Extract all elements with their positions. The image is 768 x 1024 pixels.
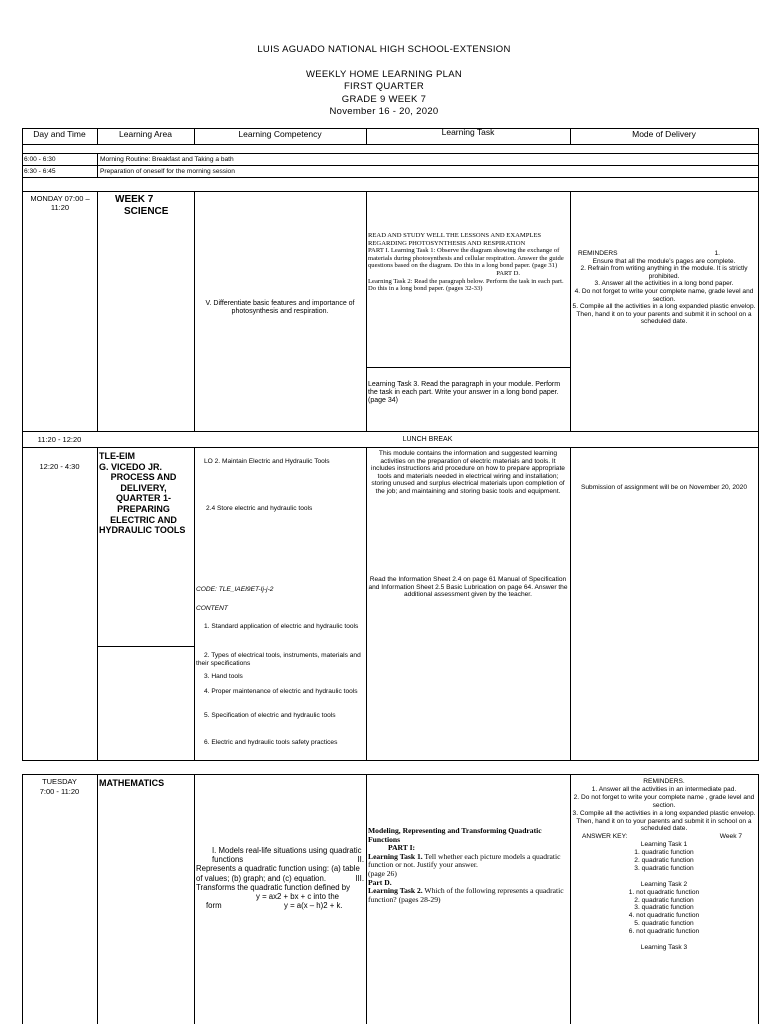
column-header-day-time: Day and Time [33, 129, 86, 139]
tle-area-line: HYDRAULIC TOOLS [99, 525, 186, 536]
tuesday-competency [196, 846, 364, 910]
monday-task-heading: READ AND STUDY WELL THE LESSONS AND EXAMPLES REGARDING PHOTOSYNTHESIS AND RESPIRATION [368, 232, 542, 247]
tle-content-item: 4. Proper maintenance of electric and hydraulic tools [204, 688, 358, 695]
tle-time: 12:20 - 4:30 [39, 462, 80, 471]
routine-time: 6:30 - 6:45 [24, 168, 56, 175]
tle-area-line: G. VICEDO JR. [99, 461, 163, 472]
tuesday-learning-area: MATHEMATICS [99, 778, 165, 788]
tle-area-line: PREPARING [117, 503, 170, 514]
tle-area-line: ELECTRIC AND [110, 514, 177, 525]
tle-area-line: QUARTER 1- [115, 493, 171, 504]
routine-activity: Morning Routine: Breakfast and Taking a bath [100, 156, 234, 163]
competency-2-num: II. [357, 855, 364, 865]
tuesday-delivery [572, 778, 756, 952]
reminders-title: REMINDERS [578, 250, 618, 257]
tuesday-task [368, 827, 568, 904]
reminder-item: 4. Do not forget to write your complete name, grade level and section. [574, 287, 754, 303]
lt1-answer: 1. quadratic function [634, 849, 694, 857]
competency-2: Represents a quadratic function using: (a) table of values; (b) graph; and (c) equation. [196, 864, 360, 883]
tle-area-line: PROCESS AND [110, 472, 177, 483]
monday-day-time: MONDAY 07:00 – 11:20 [30, 194, 90, 212]
monday-task-3: Learning Task 3. Read the paragraph in your module. Perform the task in each part. Write your answer in a long bond paper. (page 34) [368, 381, 561, 404]
column-header-mode-of-delivery: Mode of Delivery [632, 129, 696, 139]
tuesday-task-part: PART I: [388, 843, 416, 853]
tuesday-task-page: (page 26) [368, 868, 397, 878]
date-range: November 16 - 20, 2020 [329, 106, 439, 117]
lt2-answer: 4. not quadratic function [628, 912, 700, 920]
grade-week-label: GRADE 9 WEEK 7 [341, 94, 427, 105]
reminders-number: 1. [714, 250, 720, 257]
tle-content-item: 6. Electric and hydraulic tools safety practices [204, 739, 338, 746]
tle-lo24: 2.4 Store electric and hydraulic tools [206, 505, 313, 512]
lt3-title: Learning Task 3 [640, 944, 688, 951]
answer-key-week: Week 7 [719, 833, 742, 841]
reminder-item: 3. Answer all the activities in a long bond paper. [594, 280, 734, 288]
lt1-answer: 2. quadratic function [634, 857, 694, 865]
form-label: form [206, 901, 222, 911]
competency-1: I. Models real-life situations using quadratic functions [212, 846, 362, 865]
competency-3: Transforms the quadratic function defined by [196, 882, 350, 892]
monday-task-partd: PART D. [496, 269, 520, 277]
learning-task-2-label: Learning Task 2. [368, 886, 423, 896]
tle-content-item: 3. Hand tools [204, 673, 243, 680]
tuesday-reminders-title: REMINDERS. [643, 778, 685, 785]
lt2-title: Learning Task 2 [640, 880, 688, 888]
lunch-time: 11:20 - 12:20 [37, 435, 82, 444]
tle-learning-area [99, 451, 194, 536]
school-name: LUIS AGUADO NATIONAL HIGH SCHOOL-EXTENSION [257, 44, 511, 55]
equation-2: y = a(x – h)2 + k. [284, 901, 343, 911]
tuesday-task-partd: Part D. [368, 877, 392, 887]
tle-area-line: TLE-EIM [99, 451, 135, 461]
tle-task-intro: This module contains the information and suggested learning activities on the preparation of electric materials and tools. It includes instructions and procedure on how to prepare appropriate tools and materials needed in electrical wiring and installation; storing unused and surplus electrical materials upon completion of the job; and maintaining and storing basic tools and equipment. [371, 450, 565, 495]
lt1-answer: 3. quadratic function [634, 864, 694, 872]
learning-task-2-text: Which of the following represents a quadratic function? (pages 28-29) [368, 886, 564, 904]
answer-key-label: ANSWER KEY: [582, 833, 628, 841]
lt2-answer: 3. quadratic function [634, 904, 694, 912]
lt2-answer: 5. quadratic function [634, 920, 694, 928]
learning-task-1-label: Learning Task 1. [368, 851, 423, 861]
tuesday-reminder: 2. Do not forget to write your complete name , grade level and section. [573, 793, 755, 809]
lt2-answer: 6. not quadratic function [628, 928, 700, 936]
column-header-learning-task: Learning Task [441, 127, 495, 137]
tuesday-reminder: 3. Compile all the activities in a long expanded plastic envelop. Then, hand it on to your parents and submit it in school on a scheduled date. [572, 809, 756, 833]
monday-task-2: Learning Task 2: Read the paragraph below. Perform the task in each part. Do this in a long bond paper. (pages 32-33) [368, 277, 564, 293]
tuesday-task-heading: Modeling, Representing and Transforming Quadratic Functions [368, 826, 542, 844]
tle-content-label: CONTENT [196, 605, 228, 612]
equation-1: y = ax2 + bx + c into the [256, 892, 340, 902]
monday-week-label: WEEK 7 [115, 194, 154, 205]
tle-area-line: DELIVERY, [120, 482, 167, 493]
tle-content-item: 1. Standard application of electric and hydraulic tools [204, 623, 359, 630]
lt2-answer: 2. quadratic function [634, 896, 694, 904]
lt1-title: Learning Task 1 [640, 841, 688, 849]
quarter-label: FIRST QUARTER [343, 81, 425, 92]
tle-delivery: Submission of assignment will be on November 20, 2020 [580, 484, 748, 491]
reminder-item: Ensure that all the module’s pages are complete. [592, 257, 736, 265]
monday-task-part1: PART I. Learning Task 1: Observe the diagram showing the exchange of materials during photosynthesis and cellular respiration. Answer the guide questions based on the diagram. Do this in a long bond paper. (page 31) [368, 247, 564, 270]
monday-learning-area: SCIENCE [124, 206, 169, 217]
routine-time: 6:00 - 6:30 [24, 156, 56, 163]
learning-task-1-text: Tell whether each picture models a quadratic function or not. Justify your answer. [368, 851, 561, 870]
tuesday-day-time: TUESDAY 7:00 - 11:20 [39, 777, 80, 796]
lunch-break-label: LUNCH BREAK [402, 436, 453, 443]
reminder-item: 2. Refrain from writing anything in the module. It is strictly prohibited. [580, 265, 748, 280]
plan-title: WEEKLY HOME LEARNING PLAN [305, 69, 463, 80]
competency-3-num: III. [355, 873, 364, 883]
tle-task-read: Read the Information Sheet 2.4 on page 61 Manual of Specification and Information Sheet 2.5 Basic Lubrication on page 64. Answer the additional assessment given by the teacher. [368, 576, 568, 599]
tle-content-item: 2. Types of electrical tools, instruments, materials and their specifications [196, 652, 361, 667]
reminder-item: 5. Compile all the activities in a long expanded plastic envelop. Then, hand it on to your parents and submit it in school on a scheduled date. [572, 303, 756, 326]
routine-activity: Preparation of oneself for the morning session [100, 168, 235, 175]
monday-competency: V. Differentiate basic features and importance of photosynthesis and respiration. [205, 300, 355, 315]
tle-code: CODE: TLE_IAEI9ET-Ij-j-2 [196, 586, 274, 593]
monday-reminders [572, 250, 756, 326]
column-header-learning-competency: Learning Competency [238, 129, 322, 139]
column-header-learning-area: Learning Area [119, 129, 172, 139]
lt2-answer: 1. not quadratic function [628, 888, 700, 896]
monday-task-text [368, 232, 568, 293]
tle-content-item: 5. Specification of electric and hydraulic tools [204, 712, 336, 719]
tuesday-reminder: 1. Answer all the activities in an intermediate pad. [591, 785, 737, 793]
tle-lo2: LO 2. Maintain Electric and Hydraulic Tools [204, 458, 330, 465]
